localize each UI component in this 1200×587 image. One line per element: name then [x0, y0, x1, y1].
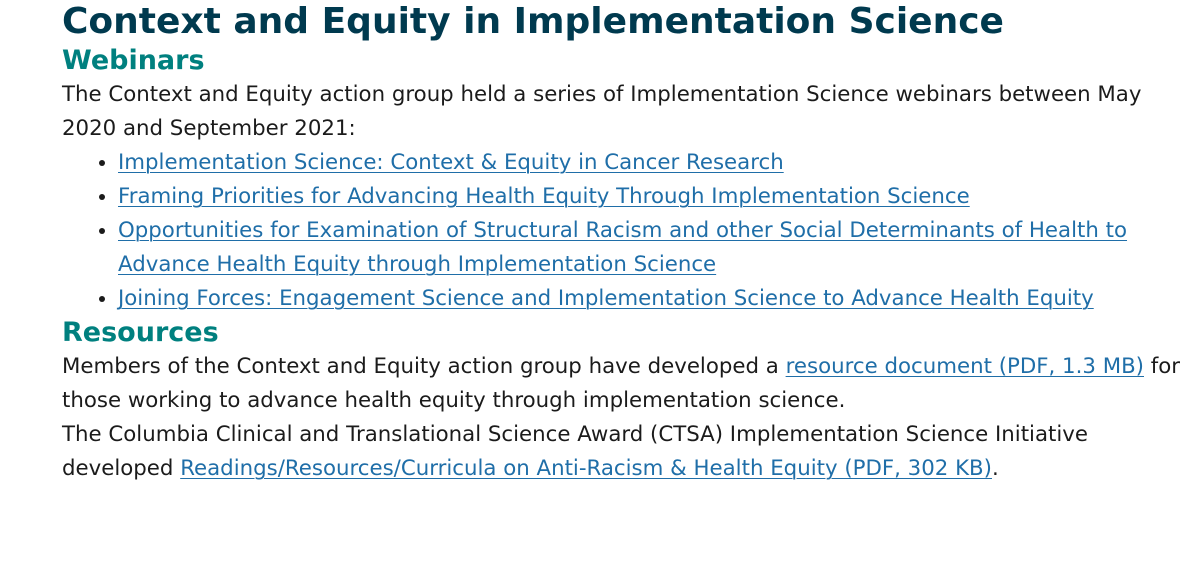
- page-content: [62, 0, 1182, 486]
- webinar-link-structural-racism[interactable]: Opportunities for Examination of Structural Racism and other Social Determinants of Health to Advance Health Equity through Implementation Science: [118, 218, 1128, 277]
- members-text-before: Members of the Context and Equity action group have developed a: [62, 354, 786, 379]
- webinar-link-cancer-research[interactable]: Implementation Science: Context & Equity in Cancer Research: [118, 150, 784, 175]
- ctsa-text-before: The Columbia Clinical and Translational Science Award (CTSA) Implementation Science Initiative developed: [62, 422, 1088, 481]
- resource-document-link[interactable]: resource document (PDF, 1.3 MB): [785, 354, 1144, 379]
- anti-racism-readings-link[interactable]: Readings/Resources/Curricula on Anti-Racism & Health Equity (PDF, 302 KB): [180, 456, 992, 481]
- resources-ctsa-text: [62, 418, 1182, 486]
- page-title: Context and Equity in Implementation Science: [62, 1, 1004, 42]
- webinar-list: [62, 146, 1182, 316]
- members-text-after: for those working to advance health equity through implementation science.: [62, 354, 1181, 413]
- webinar-link-joining-forces[interactable]: Joining Forces: Engagement Science and Implementation Science to Advance Health Equity: [118, 286, 1094, 311]
- list-item: [118, 180, 1182, 214]
- resources-heading: Resources: [62, 317, 219, 348]
- webinars-heading: Webinars: [62, 45, 205, 76]
- list-item: [118, 214, 1182, 282]
- ctsa-text-after: .: [991, 456, 999, 481]
- list-item: [118, 146, 1182, 180]
- list-item: [118, 282, 1182, 316]
- resources-members-text: [62, 350, 1182, 418]
- webinar-link-framing-priorities[interactable]: Framing Priorities for Advancing Health Equity Through Implementation Science: [118, 184, 970, 209]
- webinars-intro: The Context and Equity action group held a series of Implementation Science webinars between May 2020 and September 2021:: [62, 82, 1142, 141]
